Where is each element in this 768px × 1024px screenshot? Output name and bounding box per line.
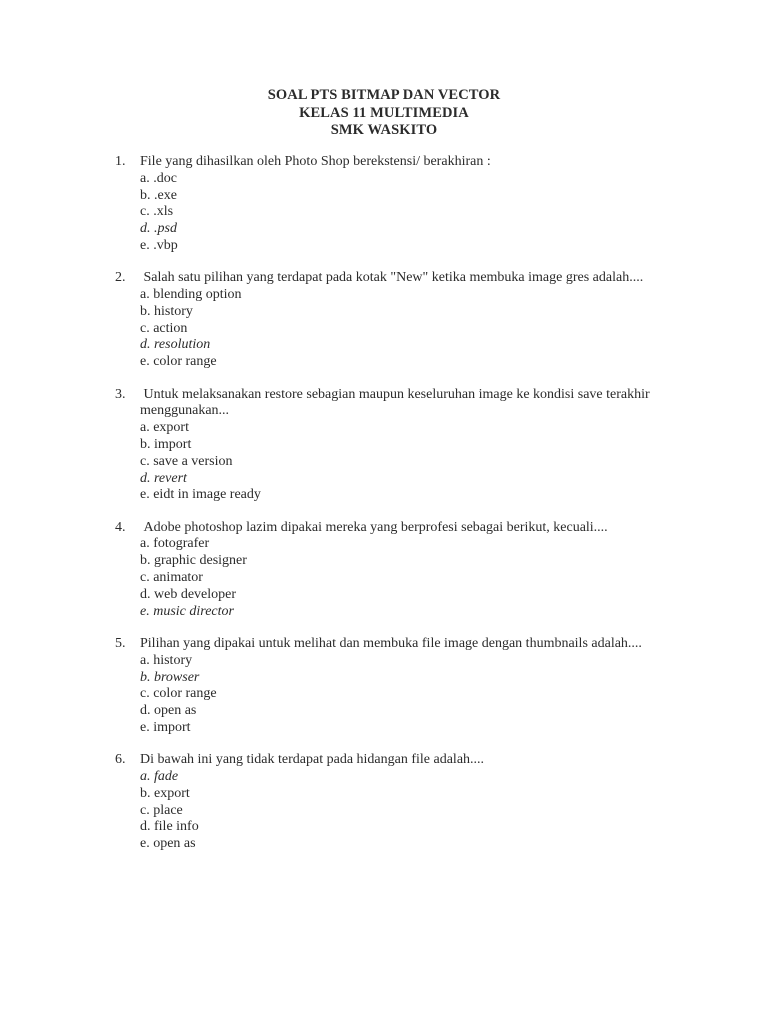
option-b: b. export <box>140 785 190 801</box>
option-c: c. color range <box>140 686 217 702</box>
option-a: a. export <box>140 420 189 436</box>
question-2 <box>115 270 675 371</box>
option-e: e. music director <box>140 603 234 619</box>
option-e: e. .vbp <box>140 237 178 253</box>
option-b: b. graphic designer <box>140 553 247 569</box>
question-number: 5. <box>115 635 126 651</box>
option-a: a. fotografer <box>140 536 210 552</box>
option-e: e. import <box>140 719 191 735</box>
question-list <box>115 154 675 868</box>
option-b: b. import <box>140 436 192 452</box>
option-b: b. history <box>140 303 193 319</box>
question-number: 6. <box>115 752 126 768</box>
option-c: c. action <box>140 320 188 336</box>
question-3 <box>115 387 675 505</box>
option-a: a. history <box>140 652 193 668</box>
header-class: KELAS 11 MULTIMEDIA <box>299 104 469 121</box>
option-a: a. fade <box>140 769 179 784</box>
option-d: d. open as <box>140 703 197 719</box>
option-d: d. .psd <box>140 221 177 237</box>
question-5 <box>115 636 675 737</box>
option-b: b. .exe <box>140 187 177 203</box>
question-1 <box>115 154 675 255</box>
option-e: e. color range <box>140 354 217 370</box>
option-b: b. browser <box>140 669 200 685</box>
question-6 <box>115 752 675 853</box>
document-header <box>0 87 768 140</box>
option-c: c. .xls <box>140 204 174 220</box>
question-text: Untuk melaksanakan restore sebagian maupun keseluruhan image ke kondisi save terakhir menggunakan... <box>140 386 654 419</box>
question-4 <box>115 520 675 621</box>
question-text: Pilihan yang dipakai untuk melihat dan membuka file image dengan thumbnails adalah.... <box>140 635 642 651</box>
option-c: c. place <box>140 802 183 818</box>
question-number: 4. <box>115 519 126 535</box>
option-d: d. web developer <box>140 586 237 602</box>
option-a: a. blending option <box>140 287 242 303</box>
question-text: Salah satu pilihan yang terdapat pada kotak "New" ketika membuka image gres adalah.... <box>140 270 644 286</box>
header-title: SOAL PTS BITMAP DAN VECTOR <box>267 87 501 103</box>
question-text: File yang dihasilkan oleh Photo Shop berekstensi/ berakhiran : <box>140 154 491 169</box>
option-c: c. save a version <box>140 453 233 469</box>
option-d: d. file info <box>140 819 199 835</box>
question-number: 1. <box>115 154 126 169</box>
question-text: Adobe photoshop lazim dipakai mereka yang berprofesi sebagai berikut, kecuali.... <box>140 519 608 535</box>
header-school: SMK WASKITO <box>330 122 438 138</box>
option-c: c. animator <box>140 570 203 586</box>
option-d: d. revert <box>140 470 187 486</box>
option-d: d. resolution <box>140 337 211 353</box>
option-e: e. open as <box>140 836 196 852</box>
option-a: a. .doc <box>140 170 177 186</box>
question-text: Di bawah ini yang tidak terdapat pada hidangan file adalah.... <box>140 752 485 768</box>
question-number: 2. <box>115 270 126 286</box>
option-e: e. eidt in image ready <box>140 487 261 503</box>
question-number: 3. <box>115 386 126 402</box>
